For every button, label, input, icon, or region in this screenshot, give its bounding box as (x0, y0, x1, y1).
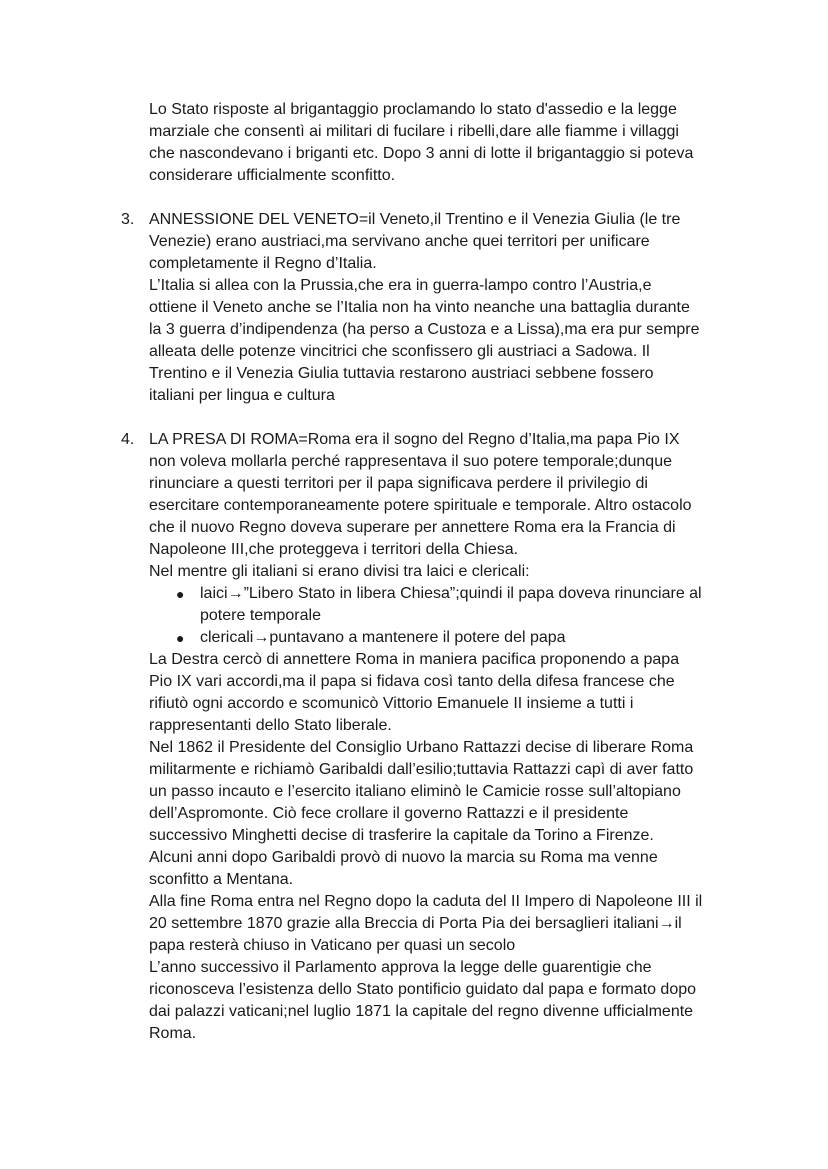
text-line: rinunciare a questi territori per il papa significava perdere il privilegio di (149, 475, 648, 492)
bullet-icon: ● (176, 630, 185, 646)
text-line: Venezie) erano austriaci,ma servivano anche quei territori per unificare (149, 233, 650, 250)
text-line: esercitare contemporaneamente potere spirituale e temporale. Altro ostacolo (149, 497, 692, 514)
list-item: clericali→puntavano a mantenere il potere del papa (200, 629, 566, 646)
text-line: Lo Stato risposte al brigantaggio proclamando lo stato d'assedio e la legge (149, 101, 677, 118)
list-number: 4. (121, 431, 135, 448)
text-line: rappresentanti dello Stato liberale. (149, 717, 392, 734)
text-line: che il nuovo Regno doveva superare per annettere Roma era la Francia di (149, 519, 676, 536)
text-line: L’anno successivo il Parlamento approva la legge delle guarentigie che (149, 959, 652, 976)
text-line: che nascondevano i briganti etc. Dopo 3 anni di lotte il brigantaggio si poteva (149, 145, 694, 162)
text-line: 20 settembre 1870 grazie alla Breccia di Porta Pia dei bersaglieri italiani→il (149, 915, 682, 932)
bullet-icon: ● (176, 586, 185, 602)
text-line: la 3 guerra d’indipendenza (ha perso a Custoza e a Lissa),ma era pur sempre (149, 321, 700, 338)
text-line: dell’Aspromonte. Ciò fece crollare il governo Rattazzi e il presidente (149, 805, 629, 822)
text-line: dai palazzi vaticani;nel luglio 1871 la capitale del regno divenne ufficialmente (149, 1003, 694, 1020)
text-line: Roma. (149, 1025, 197, 1042)
text-line: papa resterà chiuso in Vaticano per quasi un secolo (149, 937, 516, 954)
text-line: considerare ufficialmente sconfitto. (149, 167, 396, 184)
text-line: Alcuni anni dopo Garibaldi provò di nuovo la marcia su Roma ma venne (149, 849, 658, 866)
text-line: riconosceva l’esistenza dello Stato pontificio guidato dal papa e formato dopo (149, 981, 697, 998)
text-line: sconfitto a Mentana. (149, 871, 294, 888)
list-item: laici→”Libero Stato in libera Chiesa”;quindi il papa doveva rinunciare al (200, 585, 702, 602)
text-line: Alla fine Roma entra nel Regno dopo la caduta del II Impero di Napoleone III il (149, 893, 703, 910)
text-line: ANNESSIONE DEL VENETO=il Veneto,il Trentino e il Venezia Giulia (le tre (149, 211, 681, 228)
list-number: 3. (121, 211, 135, 228)
text-line: Napoleone III,che proteggeva i territori della Chiesa. (149, 541, 519, 558)
text-line: Trentino e il Venezia Giulia tuttavia restarono austriaci sebbene fossero (149, 365, 654, 382)
text-line: Nel 1862 il Presidente del Consiglio Urbano Rattazzi decise di liberare Roma (149, 739, 694, 756)
text-line: alleata delle potenze vincitrici che sconfissero gli austriaci a Sadowa. Il (149, 343, 650, 360)
list-item: potere temporale (200, 607, 321, 624)
text-line: rifiutò ogni accordo e scomunicò Vittorio Emanuele II insieme a tutti i (149, 695, 634, 712)
text-line: Nel mentre gli italiani si erano divisi tra laici e clericali: (149, 563, 530, 580)
text-line: LA PRESA DI ROMA=Roma era il sogno del Regno d’Italia,ma papa Pio IX (149, 431, 680, 448)
text-line: non voleva mollarla perché rappresentava il suo potere temporale;dunque (149, 453, 672, 470)
text-line: militarmente e richiamò Garibaldi dall’esilio;tuttavia Rattazzi capì di aver fatto (149, 761, 694, 778)
text-line: un passo incauto e l’esercito italiano eliminò le Camicie rosse sull’altopiano (149, 783, 681, 800)
text-line: marziale che consentì ai militari di fucilare i ribelli,dare alle fiamme i villaggi (149, 123, 679, 140)
text-line: ottiene il Veneto anche se l’Italia non ha vinto neanche una battaglia durante (149, 299, 690, 316)
text-line: La Destra cercò di annettere Roma in maniera pacifica proponendo a papa (149, 651, 680, 668)
text-line: L’Italia si allea con la Prussia,che era in guerra-lampo contro l’Austria,e (149, 277, 652, 294)
text-line: italiani per lingua e cultura (149, 387, 335, 404)
text-line: successivo Minghetti decise di trasferire la capitale da Torino a Firenze. (149, 827, 654, 844)
text-line: Pio IX vari accordi,ma il papa si fidava così tanto della difesa francese che (149, 673, 675, 690)
text-line: completamente il Regno d’Italia. (149, 255, 377, 272)
